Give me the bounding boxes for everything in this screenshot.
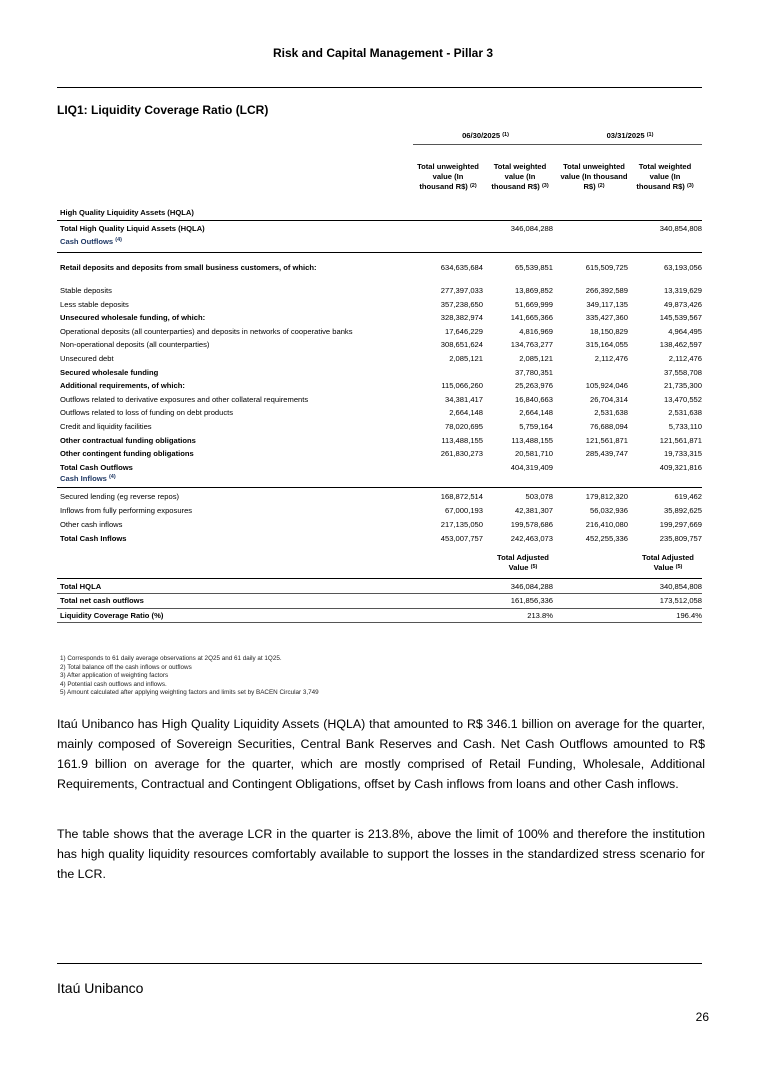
- row-label: Secured lending (eg reverse repos): [60, 492, 180, 501]
- row-value-c4: 2,531,638: [668, 408, 702, 418]
- row-label: Credit and liquidity facilities: [60, 422, 152, 431]
- row-value-c1: 357,238,650: [440, 299, 483, 309]
- row-value-c4: 21,735,300: [663, 381, 702, 391]
- row-value-c3: 349,117,135: [586, 299, 628, 309]
- row-value-c1: 34,381,417: [444, 394, 483, 404]
- row-value-c3: 18,150,829: [589, 326, 628, 336]
- row-value-c1: 453,007,757: [440, 534, 483, 543]
- table-row: [57, 447, 702, 460]
- adjusted-head-2-line2-text: Value: [653, 563, 674, 572]
- cash-outflows-note: (4): [115, 237, 123, 243]
- footnote-1: 1) Corresponds to 61 daily average observations at 2Q25 and 61 daily at 1Q25.: [60, 655, 282, 662]
- section-title: LIQ1: Liquidity Coverage Ratio (LCR): [57, 103, 269, 117]
- adjusted-head-2: [628, 553, 708, 573]
- adjusted-head-2-line1: Total Adjusted: [642, 553, 694, 562]
- col-head-4-line1: Total weighted: [638, 162, 692, 171]
- total-hqla-label: Total High Quality Liquid Assets (HQLA): [60, 224, 205, 233]
- row-value-c4: 37,558,708: [663, 367, 702, 377]
- table-row: [57, 504, 702, 517]
- total-hqla-c4: 340,854,808: [659, 224, 702, 233]
- table-row: [57, 325, 702, 338]
- table-row: [57, 284, 702, 297]
- page-number: 26: [695, 1010, 709, 1024]
- table-row: [57, 366, 702, 379]
- period-header-1: [413, 128, 558, 144]
- row-value-c2: 42,381,307: [514, 506, 553, 515]
- row-value-c1: 217,135,050: [440, 520, 483, 529]
- row-value-c4: 409,321,816: [659, 462, 702, 472]
- row-value-c3: 2,112,476: [594, 354, 628, 363]
- row-value-c2: 13,869,852: [514, 286, 553, 295]
- table-row: [57, 311, 702, 324]
- row-label: Stable deposits: [60, 286, 112, 295]
- period-header-2: [558, 128, 702, 144]
- row-value-c2: 346,084,288: [510, 582, 553, 591]
- col-head-1-note: (2): [469, 183, 477, 189]
- row-value-c1: 261,830,273: [440, 449, 483, 459]
- row-label: Non-operational deposits (all counterparties): [60, 340, 210, 350]
- row-value-c4: 145,539,567: [659, 313, 702, 323]
- cash-outflows-rule: [57, 252, 702, 253]
- row-value-c3: 56,032,936: [589, 506, 628, 515]
- col-head-3-line1: Total unweighted: [563, 162, 625, 171]
- row-value-c2: 134,763,277: [510, 340, 553, 350]
- row-value-c2: 199,578,686: [510, 520, 553, 529]
- row-value-c2: 2,664,148: [519, 408, 553, 418]
- row-value-c2: 141,665,366: [510, 313, 553, 323]
- row-value-c4: 13,470,552: [663, 394, 702, 404]
- row-value-c4: 19,733,315: [663, 449, 702, 459]
- row-label: Inflows from fully performing exposures: [60, 506, 193, 515]
- row-value-c1: 2,085,121: [449, 354, 483, 363]
- period-2-label: 03/31/2025: [606, 131, 645, 140]
- row-value-c1: 2,664,148: [449, 408, 483, 418]
- cash-inflows-note: (4): [108, 474, 116, 480]
- row-value-c3: 315,164,055: [585, 340, 628, 350]
- cash-outflows-label-text: Cash Outflows: [60, 237, 114, 246]
- row-value-c4: 138,462,597: [659, 340, 702, 350]
- col-head-1-line2: value (In: [432, 172, 464, 181]
- row-value-c1: 113,488,155: [441, 435, 483, 445]
- row-label: Outflows related to derivative exposures and other collateral requirements: [60, 394, 309, 404]
- table-row: [57, 490, 702, 503]
- row-value-c2: 2,085,121: [519, 354, 553, 363]
- col-head-2: [481, 162, 559, 192]
- period-2-note: (1): [646, 132, 654, 138]
- col-head-1-line1: Total unweighted: [417, 162, 479, 171]
- row-value-c3: 285,439,747: [585, 449, 628, 459]
- period-rule: [413, 144, 702, 145]
- row-value-c3: 105,924,046: [585, 381, 628, 391]
- period-1-label: 06/30/2025: [462, 131, 501, 140]
- row-value-c2: 161,856,336: [510, 596, 553, 606]
- col-head-4: [626, 162, 704, 192]
- row-value-c3: 179,812,320: [585, 492, 628, 501]
- row-value-c1: 67,000,193: [444, 506, 483, 515]
- table-row: [57, 298, 702, 311]
- row-value-c1: 277,397,033: [440, 286, 483, 295]
- table-row: [57, 434, 702, 447]
- row-value-c1: 168,872,514: [440, 492, 483, 501]
- total-hqla-c2: 346,084,288: [510, 224, 553, 233]
- row-value-c3: 335,427,360: [585, 313, 628, 323]
- table-row: [57, 338, 702, 351]
- row-label: Total Cash Inflows: [60, 534, 127, 543]
- row-value-c2: 51,669,999: [514, 299, 553, 309]
- row-value-c3: 266,392,589: [585, 286, 628, 295]
- col-head-3: [554, 162, 634, 192]
- footnote-3: 3) After application of weighting factors: [60, 672, 169, 679]
- table-row: [57, 580, 702, 593]
- table-row: [57, 518, 702, 531]
- col-head-2-line1: Total weighted: [493, 162, 547, 171]
- row-value-c4: 4,964,495: [668, 326, 702, 336]
- col-head-3-line3: [554, 182, 634, 192]
- row-value-c2: 25,263,976: [514, 381, 553, 391]
- row-label: Total net cash outflows: [60, 596, 144, 606]
- col-head-2-line3: [481, 182, 559, 192]
- col-head-4-note: (3): [686, 183, 694, 189]
- row-value-c4: 121,561,871: [659, 435, 702, 445]
- row-value-c3: 76,688,094: [589, 422, 628, 431]
- adjusted-head-2-note: (5): [675, 564, 683, 570]
- row-value-c3: 121,561,871: [585, 435, 628, 445]
- row-value-c3: 452,255,336: [585, 534, 628, 543]
- row-value-c4: 5,733,110: [668, 422, 702, 431]
- footnotes: [60, 655, 319, 698]
- adjusted-head-1: [483, 553, 563, 573]
- adjusted-head-1-line2: [483, 563, 563, 573]
- row-value-c2: 242,463,073: [510, 534, 553, 543]
- row-value-c4: 49,873,426: [663, 299, 702, 309]
- row-value-c2: 113,488,155: [511, 435, 553, 445]
- row-label: Less stable deposits: [60, 299, 129, 309]
- row-value-c1: 328,382,974: [440, 313, 483, 323]
- paragraph-2: The table shows that the average LCR in the quarter is 213.8%, above the limit of 100% and therefore the institution has high quality liquidity resources comfortably available to support the losses in the standardized stress scenario for the LCR.: [57, 827, 705, 881]
- row-value-c2: 213.8%: [527, 610, 553, 620]
- page-header-title: Risk and Capital Management - Pillar 3: [272, 46, 494, 60]
- paragraph-1: Itaú Unibanco has High Quality Liquidity Assets (HQLA) that amounted to R$ 346.1 billion on average for the quarter, mainly composed of Sovereign Securities, Central Bank Reserves and Cash. Net Cash Outflows amounted to R$ 161.9 billion on average for the quarter, which are mostly comprised of Retail Funding, Wholesale, Additional Requirements, Contractual and Contingent Obligations, offset by Cash inflows from loans and other Cash inflows.: [57, 717, 705, 791]
- col-head-4-line3: [626, 182, 704, 192]
- adjusted-head-1-line2-text: Value: [508, 563, 529, 572]
- table-row: [57, 352, 702, 365]
- row-value-c4: 235,809,757: [659, 534, 702, 543]
- row-value-c4: 13,319,629: [663, 286, 702, 295]
- period-1-note: (1): [502, 132, 509, 138]
- cash-inflows-label: [60, 472, 116, 485]
- retail-c4: 63,193,056: [663, 263, 702, 272]
- total-hqla-row: [57, 222, 702, 235]
- col-head-2-line2: value (In: [504, 172, 536, 181]
- row-value-c1: 115,066,260: [441, 381, 483, 391]
- col-head-3-note: (2): [597, 183, 605, 189]
- table-row: [57, 532, 702, 545]
- summary-top-rule: [57, 578, 702, 579]
- row-label: Total Cash Outflows: [60, 462, 133, 472]
- table-row: [57, 420, 702, 433]
- col-head-4-line2: value (In: [649, 172, 681, 181]
- row-value-c2: 5,759,164: [519, 422, 553, 431]
- table-row: [57, 393, 702, 406]
- row-value-c2: 404,319,409: [510, 462, 553, 472]
- row-label: Unsecured debt: [60, 354, 114, 363]
- row-label: Other contingent funding obligations: [60, 449, 194, 459]
- row-label: Secured wholesale funding: [60, 367, 159, 377]
- row-label: Unsecured wholesale funding, of which:: [60, 313, 206, 323]
- row-value-c4: 340,854,808: [659, 582, 702, 591]
- footnote-4: 4) Potential cash outflows and inflows.: [60, 680, 167, 688]
- row-value-c4: 196.4%: [676, 610, 702, 620]
- row-value-c4: 619,462: [674, 492, 702, 501]
- hqla-header-row: [57, 206, 702, 219]
- cash-inflows-header-row: [57, 472, 702, 485]
- row-value-c4: 35,892,625: [663, 506, 702, 515]
- footer-company: Itaú Unibanco: [57, 980, 144, 996]
- hqla-header-label: High Quality Liquidity Assets (HQLA): [60, 208, 194, 217]
- row-label: Other contractual funding obligations: [60, 435, 196, 445]
- table-row: [57, 609, 702, 622]
- adjusted-head-1-line1: Total Adjusted: [497, 553, 549, 562]
- row-value-c3: 26,704,314: [589, 394, 628, 404]
- row-label: Outflows related to loss of funding on debt products: [60, 408, 234, 418]
- adjusted-head-1-note: (5): [530, 564, 538, 570]
- retail-row: [57, 261, 702, 274]
- row-label: Operational deposits (all counterparties) and deposits in networks of cooperative banks: [60, 326, 353, 336]
- row-value-c2: 503,078: [525, 492, 553, 501]
- row-value-c1: 78,020,695: [444, 422, 483, 431]
- row-label: Additional requirements, of which:: [60, 381, 185, 391]
- header-rule: [57, 87, 702, 88]
- col-head-2-note: (3): [541, 183, 549, 189]
- col-head-1-line3-text: thousand R$): [419, 182, 468, 191]
- row-value-c1: 308,651,624: [440, 340, 483, 350]
- col-head-3-line2: value (In thousand: [560, 172, 628, 181]
- cash-outflows-header-row: [57, 235, 702, 248]
- footnote-2: 2) Total balance off the cash inflows or outflows: [60, 663, 192, 671]
- adjusted-head-2-line2: [628, 563, 708, 573]
- table-row: [57, 594, 702, 607]
- row-value-c2: 37,780,351: [514, 367, 553, 377]
- retail-c1: 634,635,684: [440, 263, 483, 272]
- col-head-4-line3-text: thousand R$): [636, 182, 685, 191]
- footnote-5: 5) Amount calculated after applying weighting factors and limits set by BACEN Circular 3,749: [60, 689, 319, 696]
- row-value-c2: 20,581,710: [514, 449, 553, 459]
- row-value-c4: 173,512,058: [659, 596, 702, 606]
- row-rule: [57, 622, 702, 623]
- row-label: Liquidity Coverage Ratio (%): [60, 610, 164, 620]
- cash-inflows-rule: [57, 487, 702, 488]
- table-row: [57, 406, 702, 419]
- row-value-c1: 17,646,229: [444, 326, 483, 336]
- row-label: Total HQLA: [60, 582, 102, 591]
- row-value-c3: 216,410,080: [585, 520, 628, 529]
- col-head-2-line3-text: thousand R$): [491, 182, 540, 191]
- col-head-1: [409, 162, 487, 192]
- cash-outflows-label: [60, 235, 122, 248]
- retail-c3: 615,509,725: [585, 263, 628, 272]
- footer-rule: [57, 963, 702, 964]
- row-value-c2: 4,816,969: [519, 326, 553, 336]
- table-row: [57, 379, 702, 392]
- row-value-c4: 199,297,669: [659, 520, 702, 529]
- row-value-c4: 2,112,476: [668, 354, 702, 363]
- hqla-rule: [57, 220, 702, 221]
- row-value-c3: 2,531,638: [594, 408, 628, 418]
- row-label: Other cash inflows: [60, 520, 123, 529]
- retail-label: Retail deposits and deposits from small business customers, of which:: [60, 263, 317, 272]
- retail-c2: 65,539,851: [514, 263, 553, 272]
- col-head-1-line3: [409, 182, 487, 192]
- col-head-3-line3-text: R$): [583, 182, 596, 191]
- cash-inflows-label-text: Cash Inflows: [60, 474, 107, 483]
- row-value-c2: 16,840,663: [514, 394, 553, 404]
